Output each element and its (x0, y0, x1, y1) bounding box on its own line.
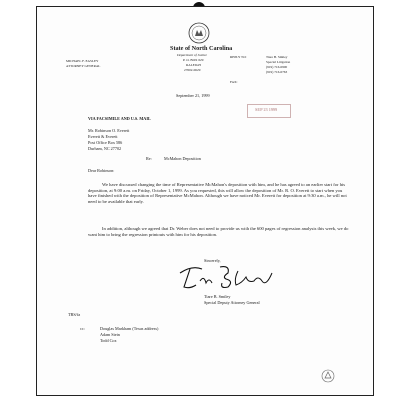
cc-item-3: Todd Cox (100, 338, 117, 343)
body-paragraph-2: In addition, although we agreed that Dr. Weber does not need to provide us with the 600 pages of regression analysis this week, we do want him to bring the regression printouts with him for his deposition. (88, 226, 349, 237)
cc-item-1: Douglas Markham (Texas address) (100, 326, 159, 331)
reply-to-line-3: (919) 716-6900 (266, 65, 288, 69)
fax-label: FAX: (230, 80, 238, 84)
reply-to-line-2: Special Litigation (266, 60, 291, 64)
recipient-line-2: Everett & Everett (88, 134, 118, 139)
attorney-general-title: ATTORNEY GENERAL (66, 64, 101, 68)
re-value: McMahon Deposition (164, 156, 201, 161)
reply-to-line-1: Tiare B. Smiley (266, 55, 288, 59)
letterhead-address-3: 27602-0629 (184, 68, 201, 72)
recipient-line-4: Durham, NC 27702 (88, 146, 122, 151)
recycle-icon (321, 369, 335, 383)
recipient-line-1: Mr. Robinson O. Everett (88, 128, 130, 133)
salutation: Dear Robinson: (88, 168, 115, 173)
signature-title: Special Deputy Attorney General (204, 300, 260, 305)
attorney-general-name: MICHAEL F. EASLEY (66, 59, 99, 63)
received-stamp (247, 104, 291, 118)
letterhead-address-1: P. O. BOX 629 (183, 58, 204, 62)
recipient-line-3: Post Office Box 586 (88, 140, 123, 145)
state-seal-icon (188, 22, 210, 44)
handwritten-signature (176, 263, 276, 293)
letterhead-state: State of North Carolina (170, 45, 233, 52)
closing: Sincerely, (204, 258, 221, 263)
body-paragraph-1: We have discussed changing the time of Representative McMahon's deposition with him, and he has agreed to an earlier start for his deposition, at 9:00 a.m. on Friday, October 1, 1999. As you requested, this will allow the deposition of Mr. R. O. Everett to start when you have finished with the deposition of Representative McMahon. Although we have noticed Mr. Everett for deposition at 9:30 a.m., he will not need to be available that early. (88, 182, 347, 204)
fax-value: (919) 716-6763 (266, 70, 288, 74)
reply-to-label: REPLY TO: (230, 55, 247, 59)
letterhead-address-2: RALEIGH (186, 63, 201, 67)
letterhead-department: Department of Justice (177, 53, 207, 57)
signature-name: Tiare B. Smiley (204, 294, 231, 299)
cc-label: cc: (80, 326, 85, 331)
delivery-method: VIA FACSIMILE AND U.S. MAIL (88, 116, 151, 121)
re-label: Re: (146, 156, 152, 161)
received-stamp-date: SEP 23 1999 (255, 107, 278, 112)
cc-item-2: Adam Stein (100, 332, 120, 337)
typist-initials: TBS/fa (68, 312, 81, 317)
letter-date: September 21, 1999 (176, 93, 210, 98)
